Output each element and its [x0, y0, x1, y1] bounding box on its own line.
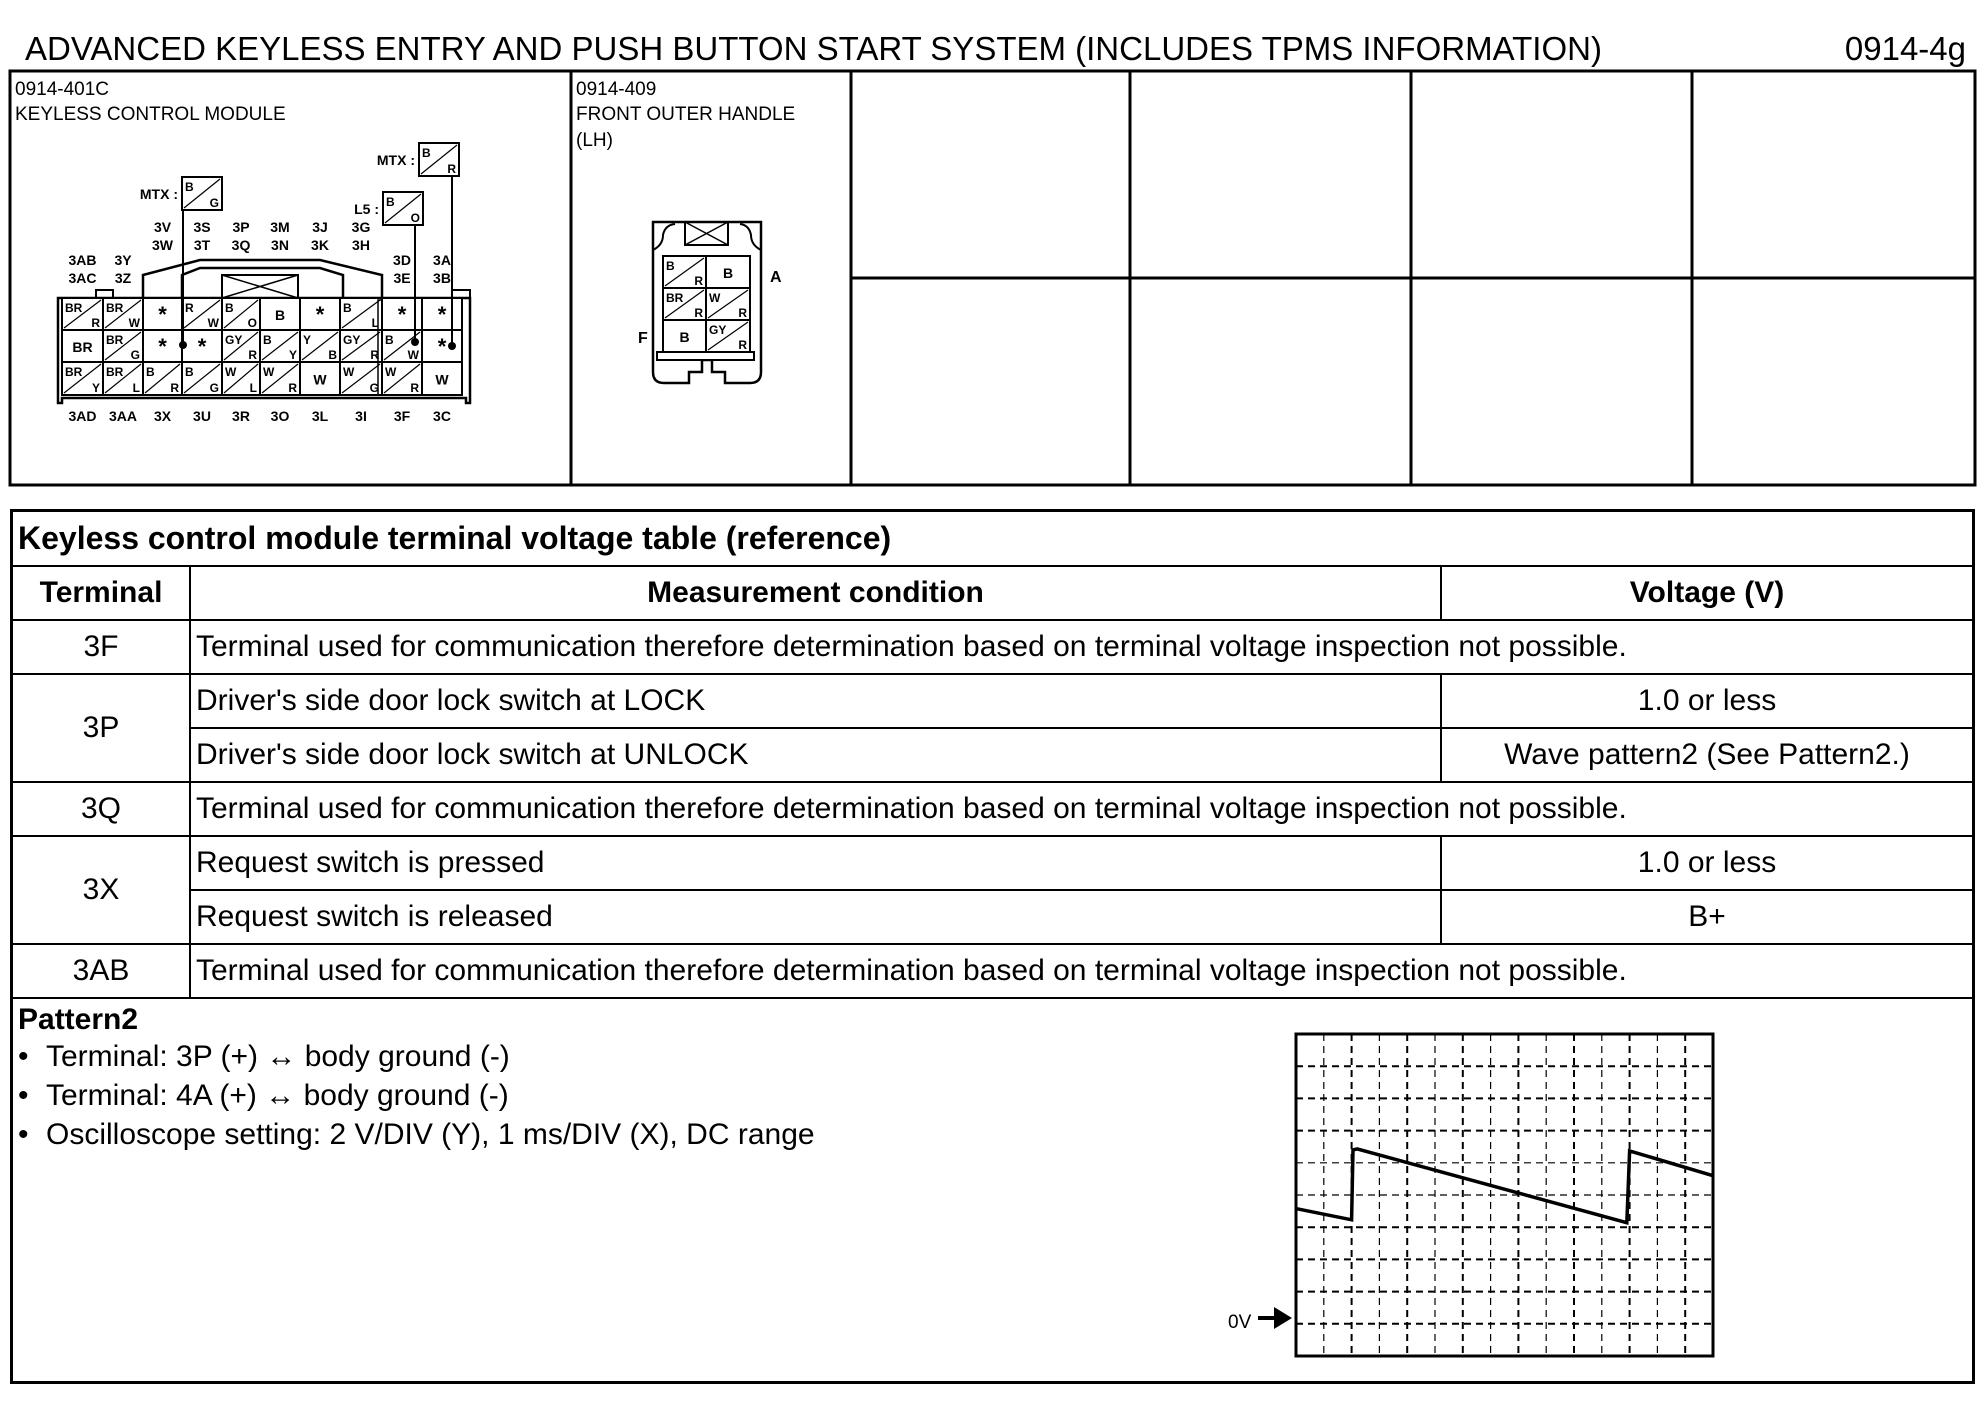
- terminal-number-label: 3L: [311, 408, 329, 424]
- wire-color-label: B: [666, 259, 675, 273]
- connector-panel: [0, 0, 1980, 500]
- wire-color-label: G: [130, 348, 140, 362]
- wire-color-label: BR: [106, 365, 124, 379]
- document-title: ADVANCED KEYLESS ENTRY AND PUSH BUTTON START SYSTEM (INCLUDES TPMS INFORMATION): [25, 30, 1602, 67]
- wire-color-label: O: [247, 316, 257, 330]
- callout-label: L5 :: [354, 201, 379, 217]
- connector-hood-inner: [182, 268, 343, 298]
- wire-color-label: G: [369, 381, 379, 395]
- oscilloscope-waveform: [1220, 1030, 1740, 1370]
- table-row: [12, 836, 1974, 890]
- callout-label: MTX :: [376, 152, 415, 168]
- housing-detail: [653, 224, 761, 250]
- wire-color-label: BR: [65, 365, 83, 379]
- terminal-number-label: 3Q: [231, 237, 251, 253]
- wire-color-label: R: [694, 306, 703, 320]
- wire-color-label: BR: [666, 291, 684, 305]
- terminal-number-label: 3N: [271, 237, 289, 253]
- handle-connector-id: 0914-409: [576, 79, 657, 100]
- wire-color-label: B: [185, 180, 194, 194]
- condition-cell: Driver's side door lock switch at UNLOCK: [190, 728, 1441, 782]
- unused-terminal-mark: *: [397, 302, 407, 327]
- wire-color-label: L: [249, 381, 257, 395]
- terminal-number-label: 3AB: [68, 252, 97, 268]
- wire-color-label: R: [170, 381, 179, 395]
- terminal-number-label: 3E: [393, 270, 411, 286]
- terminal-number-label: 3S: [193, 219, 211, 235]
- waveform-line: [1297, 1149, 1713, 1223]
- terminal-cell: 3P: [12, 674, 191, 782]
- splice-dot: [411, 338, 419, 346]
- condition-cell: Request switch is pressed: [190, 836, 1441, 890]
- terminal-cell: 3AB: [12, 944, 191, 998]
- handle-connector-side: (LH): [576, 130, 613, 151]
- wire-color-label: W: [263, 365, 275, 379]
- splice-dot: [179, 341, 187, 349]
- terminal-number-label: 3F: [393, 408, 411, 424]
- wire-color-label: W: [225, 365, 237, 379]
- terminal-number-label: 3K: [311, 237, 329, 253]
- wire-color-label: GY: [709, 323, 727, 337]
- pin-label-a: A: [770, 269, 782, 286]
- connector-hood: [143, 260, 382, 298]
- wire-color-label: B: [385, 333, 394, 347]
- terminal-number-label: 3AC: [68, 270, 97, 286]
- terminal-number-label: 3Z: [114, 270, 132, 286]
- scope-grid: [1296, 1034, 1713, 1356]
- wire-color-label: W: [343, 365, 355, 379]
- wire-color-label: R: [410, 381, 419, 395]
- wire-color-label: W: [313, 371, 327, 388]
- terminal-cell: 3X: [12, 836, 191, 944]
- wire-color-label: W: [709, 291, 721, 305]
- header-terminal: Terminal: [12, 566, 191, 620]
- table-row: [12, 944, 1974, 998]
- wire-color-label: GY: [225, 333, 243, 347]
- table-row: [12, 728, 1974, 782]
- pattern-item: • Terminal: 3P (+) ↔ body ground (-): [18, 1040, 510, 1073]
- terminal-number-label: 3AA: [108, 408, 138, 424]
- kcm-connector-id: 0914-401C: [15, 79, 110, 100]
- table-title: Keyless control module terminal voltage table (reference): [18, 520, 892, 556]
- terminal-number-label: 3C: [433, 408, 451, 424]
- wire-color-label: B: [328, 348, 337, 362]
- wire-color-label: W: [435, 371, 449, 388]
- unused-terminal-mark: *: [158, 302, 167, 327]
- terminal-number-label: 3Y: [114, 252, 132, 268]
- wire-color-label: B: [185, 365, 194, 379]
- terminal-number-label: 3A: [433, 252, 451, 268]
- wire-color-label: BR: [65, 301, 83, 315]
- wire-color-label: B: [274, 307, 286, 323]
- wire-color-label: B: [343, 301, 352, 315]
- handle-connector-name: FRONT OUTER HANDLE: [576, 104, 796, 125]
- wire-color-label: R: [738, 338, 747, 352]
- unused-terminal-mark: *: [437, 302, 447, 327]
- wire-color-label: R: [738, 306, 747, 320]
- terminal-number-label: 3O: [270, 408, 290, 424]
- terminal-number-label: 3R: [232, 408, 250, 424]
- pattern-title: Pattern2: [18, 1003, 139, 1036]
- wire-color-label: R: [447, 162, 456, 176]
- keyless-control-module-connector: [58, 143, 470, 424]
- wire-color-label: R: [370, 348, 379, 362]
- wire-color-label: B: [679, 329, 690, 345]
- header-condition: Measurement condition: [190, 566, 1441, 620]
- wire-color-label: BR: [106, 333, 124, 347]
- wire-color-label: Y: [91, 381, 100, 395]
- splice-dot: [448, 342, 456, 350]
- condition-cell: Terminal used for communication therefore determination based on terminal voltage inspection not possible.: [190, 620, 1974, 674]
- arrow-right-icon: [1258, 1307, 1292, 1329]
- table-row: [12, 782, 1974, 836]
- unused-terminal-mark: *: [197, 334, 207, 359]
- unused-terminal-mark: *: [158, 334, 167, 359]
- terminal-number-label: 3P: [232, 219, 250, 235]
- wire-color-label: B: [386, 195, 395, 209]
- terminal-number-label: 3D: [393, 252, 411, 268]
- condition-cell: Request switch is released: [190, 890, 1441, 944]
- wire-color-label: B: [146, 365, 155, 379]
- panel-dividers: [571, 71, 1975, 485]
- callout-label: MTX :: [139, 186, 178, 202]
- table-row: [12, 674, 1974, 728]
- wire-color-label: Y: [288, 348, 297, 362]
- terminal-number-label: 3M: [270, 219, 290, 235]
- wire-color-label: L: [371, 316, 379, 330]
- wire-color-label: R: [694, 274, 703, 288]
- unused-terminal-mark: *: [437, 334, 447, 359]
- voltage-cell: Wave pattern2 (See Pattern2.): [1441, 728, 1974, 782]
- zero-volt-label: 0V: [1228, 1312, 1252, 1333]
- wire-color-label: R: [185, 301, 194, 315]
- wire-color-label: W: [128, 316, 140, 330]
- table-row: [12, 890, 1974, 944]
- pattern-item: • Oscilloscope setting: 2 V/DIV (Y), 1 ms/DIV (X), DC range: [18, 1118, 815, 1151]
- key-cavity-cross: [685, 222, 728, 245]
- terminal-cell: 3F: [12, 620, 191, 674]
- wire-color-label: Y: [303, 333, 312, 347]
- condition-cell: Terminal used for communication therefore determination based on terminal voltage inspection not possible.: [190, 782, 1974, 836]
- wire-color-label: O: [410, 211, 420, 225]
- wire-color-label: BR: [72, 339, 93, 355]
- pattern-item: • Terminal: 4A (+) ↔ body ground (-): [18, 1079, 509, 1112]
- table-row: [12, 620, 1974, 674]
- terminal-number-label: 3AD: [68, 408, 97, 424]
- condition-cell: Driver's side door lock switch at LOCK: [190, 674, 1441, 728]
- wire-color-label: W: [207, 316, 219, 330]
- key-cavity-cross: [222, 275, 298, 298]
- unused-terminal-mark: *: [315, 302, 325, 327]
- wire-color-label: R: [248, 348, 257, 362]
- wire-color-label: W: [385, 365, 397, 379]
- kcm-connector-name: KEYLESS CONTROL MODULE: [15, 104, 286, 125]
- voltage-cell: 1.0 or less: [1441, 674, 1974, 728]
- front-outer-handle-connector: [638, 222, 782, 383]
- terminal-number-label: 3J: [312, 219, 328, 235]
- terminal-number-label: 3G: [351, 219, 371, 235]
- terminal-cell: 3Q: [12, 782, 191, 836]
- wire-color-label: L: [132, 381, 140, 395]
- wire-color-label: R: [91, 316, 100, 330]
- terminal-number-label: 3H: [352, 237, 370, 253]
- terminal-number-label: 3I: [355, 408, 367, 424]
- terminal-number-label: 3T: [193, 237, 211, 253]
- wire-color-label: B: [225, 301, 234, 315]
- wire-color-label: B: [722, 265, 734, 281]
- wire-color-label: G: [209, 196, 219, 210]
- terminal-number-label: 3W: [152, 237, 173, 253]
- wire-color-label: BR: [106, 301, 124, 315]
- page-code: 0914-4g: [1844, 30, 1966, 67]
- voltage-cell: B+: [1441, 890, 1974, 944]
- header-voltage: Voltage (V): [1441, 566, 1974, 620]
- wire-color-label: B: [263, 333, 272, 347]
- wire-color-label: R: [288, 381, 297, 395]
- condition-cell: Terminal used for communication therefore determination based on terminal voltage inspection not possible.: [190, 944, 1974, 998]
- pin-label-f: F: [638, 330, 648, 347]
- terminal-number-label: 3U: [193, 408, 211, 424]
- wire-color-label: B: [422, 146, 431, 160]
- terminal-number-label: 3X: [153, 408, 172, 424]
- wire-color-label: GY: [343, 333, 361, 347]
- wire-color-label: W: [407, 348, 419, 362]
- terminal-number-label: 3B: [433, 270, 451, 286]
- wire-color-label: G: [209, 381, 219, 395]
- retainer-bar: [657, 352, 754, 360]
- terminal-number-label: 3V: [153, 219, 172, 235]
- voltage-cell: 1.0 or less: [1441, 836, 1974, 890]
